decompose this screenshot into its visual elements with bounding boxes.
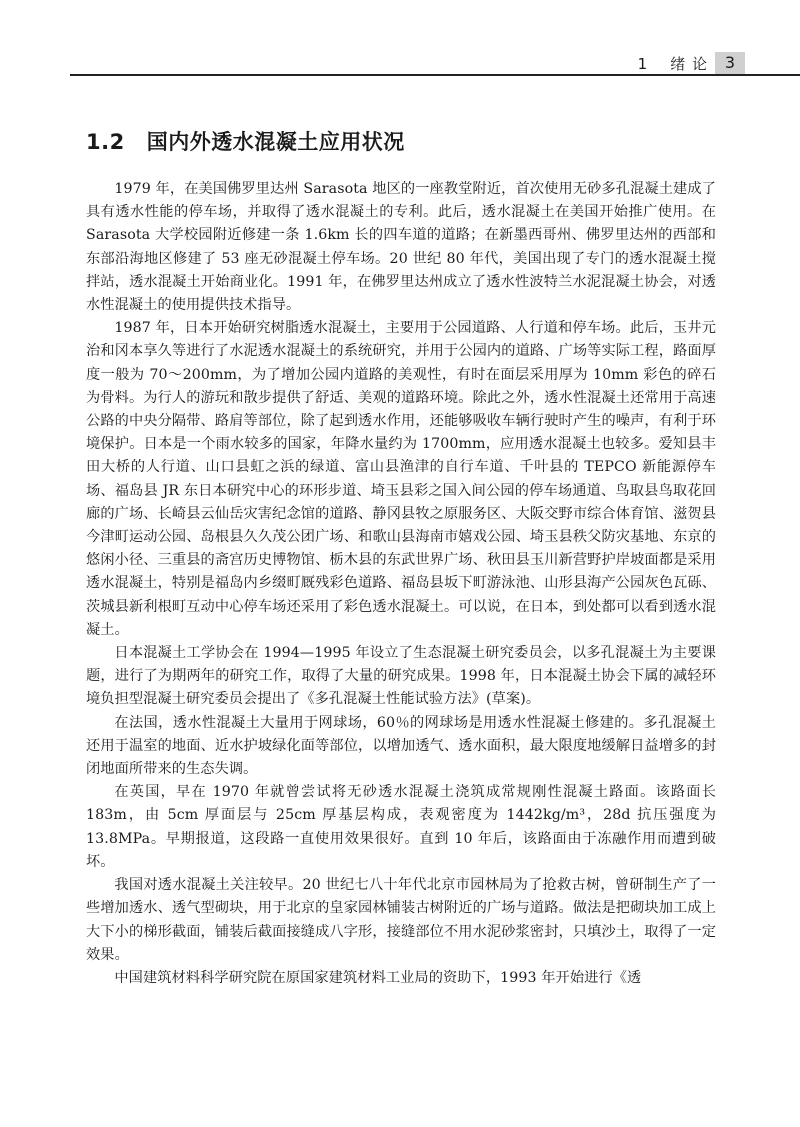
section-number: 1.2 [86,130,125,154]
running-header [638,53,708,74]
paragraph-france: 在法国，透水性混凝土大量用于网球场，60％的网球场是用透水性混凝土修建的。多孔混凝土还用于温室的地面、近水护坡绿化面等部位，以增加透气、透水面积，最大限度地缓解日益增多的封闭地面所带来的生态失调。 [86,714,716,778]
paragraph-china-institute: 中国建筑材料科学研究院在原国家建筑材料工业局的资助下，1993 年开始进行《透 [114,969,642,986]
paragraph-usa: 1979 年，在美国佛罗里达州 Sarasota 地区的一座教堂附近，首次使用无砂多孔混凝土建成了具有透水性能的停车场，并取得了透水混凝土的专利。此后，透水混凝土在美国开始推广使用。在 Sarasota 大学校园附近修建一条 1.6km 长的四车道的道路；在新墨西哥州、佛罗里达州的西部和东部沿海地区修建了 53 座无砂混凝土停车场。20 世纪 80 年代，美国出现了专门的透水混凝土搅拌站，透水混凝土开始商业化。1991 年，在佛罗里达州成立了透水性波特兰水泥混凝土协会，对透水性混凝土的使用提供技术指导。 [86,181,716,314]
section-title: 国内外透水混凝土应用状况 [146,130,405,154]
page-number: 3 [715,52,745,74]
paragraph-japan: 1987 年，日本开始研究树脂透水混凝土，主要用于公园道路、人行道和停车场。此后，玉井元治和冈本享久等进行了水泥透水混凝土的系统研究，并用于公园内的道路、广场等实际工程，路面厚度一般为 70～200mm，为了增加公园内道路的美观性，有时在面层采用厚为 10mm 彩色的碎石为骨料。为行人的游玩和散步提供了舒适、美观的道路环境。除此之外，透水性混凝土还常用于高速公路的中央分隔带、路肩等部位，除了起到透水作用，还能够吸收车辆行驶时产生的噪声，有利于环境保护。日本是一个雨水较多的国家，年降水量约为 1700mm，应用透水混凝土也较多。爱知县丰田大桥的人行道、山口县虹之浜的绿道、富山县渔津的自行车道、千叶县的 TEPCO 新能源停车场、福岛县 JR 东日本研究中心的环形步道、埼玉县彩之国入间公园的停车场通道、鸟取县鸟取花回廊的广场、长崎县云仙岳灾害纪念馆的道路、静冈县牧之原服务区、大阪交野市综合体育馆、滋贺县今津町运动公园、岛根县久久茂公团广场、和歌山县海南市嬉戏公园、埼玉县秩父防灾基地、东京的悠闲小径、三重县的斋宫历史博物馆、栃木县的东武世界广场、秋田县玉川新营野护岸坡面都是采用透水混凝土，特别是福岛内乡缀町厩残彩色道路、福岛县坂下町游泳池、山形县海产公园灰色瓦砾、茨城县新利根町互动中心停车场还采用了彩色透水混凝土。可以说，在日本，到处都可以看到透水混凝土。 [86,320,716,638]
section-heading [86,126,405,156]
paragraph-uk: 在英国，早在 1970 年就曾尝试将无砂透水混凝土浇筑成常规刚性混凝土路面。该路面长 183m，由 5cm 厚面层与 25cm 厚基层构成，表观密度为 1442kg/m³，28d 抗压强度为 13.8MPa。早期报道，这段路一直使用效果很好。直到 10 年后，该路面由于冻融作用而遭到破坏。 [86,784,716,870]
paragraph-japan-association: 日本混凝土工学协会在 1994—1995 年设立了生态混凝土研究委员会，以多孔混凝土为主要课题，进行了为期两年的研究工作，取得了大量的研究成果。1998 年，日本混凝土协会下属的减轻环境负担型混凝土研究委员会提出了《多孔混凝土性能试验方法》(草案)。 [86,645,716,708]
chapter-title: 绪 论 [670,55,708,73]
chapter-number: 1 [637,55,649,73]
header-rule [70,74,800,76]
body-text [86,178,716,990]
paragraph-china: 我国对透水混凝土关注较早。20 世纪七八十年代北京市园林局为了抢救古树，曾研制生产了一些增加透水、透气型砌块，用于北京的皇家园林铺装古树附近的广场与道路。做法是把砌块加工成上大下小的梯形截面，铺装后截面接缝成八字形，接缝部位不用水泥砂浆密封，只填沙土，取得了一定效果。 [86,877,716,963]
